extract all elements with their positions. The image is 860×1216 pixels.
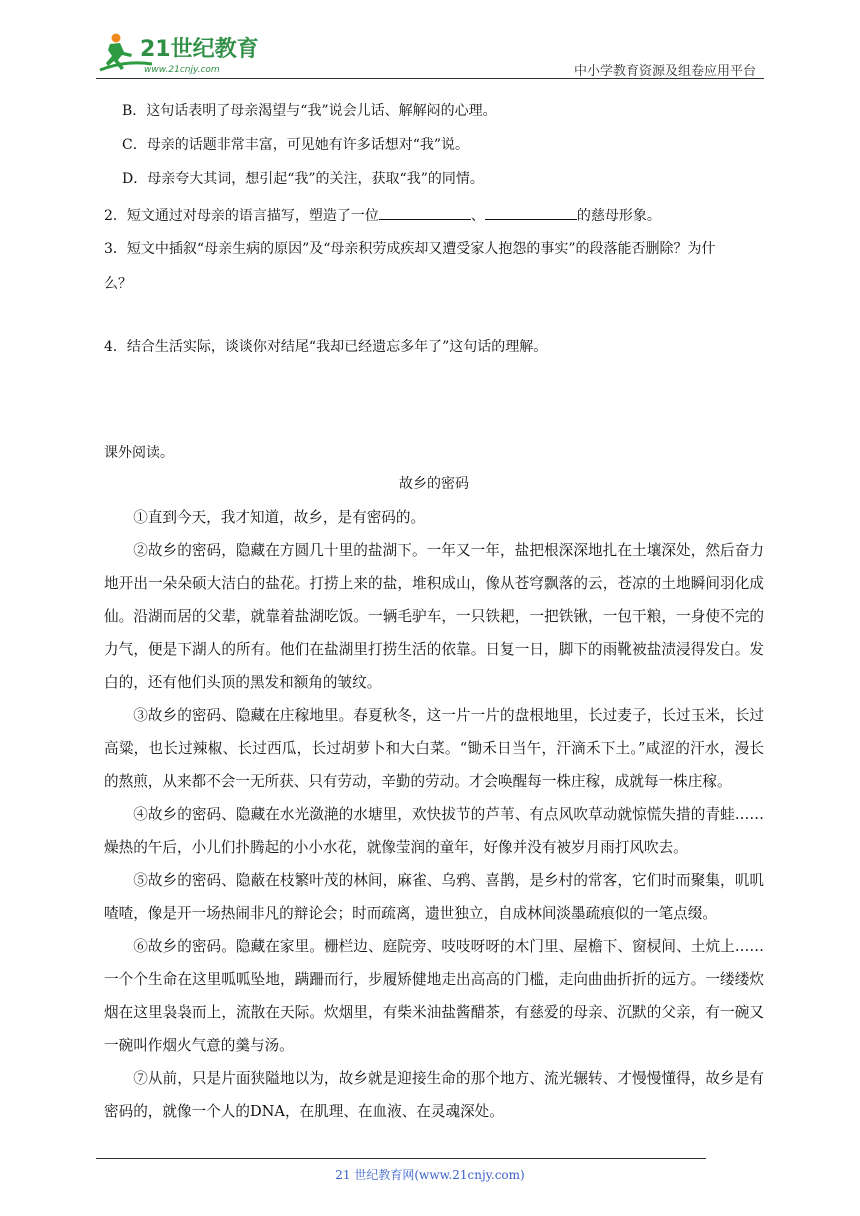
header-divider bbox=[96, 78, 764, 79]
option-b: B．这句话表明了母亲渴望与“我”说会儿话、解解闷的心理。 bbox=[122, 103, 497, 119]
answer-blank-1[interactable] bbox=[379, 204, 471, 220]
question-3-line-2: 么？ bbox=[104, 276, 132, 292]
section-label: 课外阅读。 bbox=[104, 445, 174, 461]
passage-body bbox=[104, 501, 764, 1128]
footer-link[interactable]: 21 世纪教育网(www.21cnjy.com) bbox=[335, 1168, 525, 1182]
passage-paragraph-5: ⑤故乡的密码、隐蔽在枝繁叶茂的林间，麻雀、乌鸦、喜鹊，是乡村的常客，它们时而聚集，叽叽喳喳，像是开一场热闹非凡的辩论会；时而疏离，遗世独立，自成林间淡墨疏痕似的一笔点缀。 bbox=[104, 872, 764, 922]
reading-passage bbox=[104, 474, 764, 1128]
option-d: D．母亲夸大其词，想引起“我”的关注，获取“我”的同情。 bbox=[122, 171, 484, 187]
question-2-text: 2．短文通过对母亲的语言描写，塑造了一位 bbox=[104, 208, 379, 224]
passage-title: 故乡的密码 bbox=[399, 476, 469, 492]
page-content bbox=[104, 102, 764, 1128]
question-4: 4．结合生活实际，谈谈你对结尾“我却已经遗忘多年了”这句话的理解。 bbox=[104, 339, 548, 355]
question-2-tail: 的慈母形象。 bbox=[576, 208, 661, 224]
question-2-separator: 、 bbox=[470, 208, 485, 224]
logo bbox=[96, 30, 266, 78]
footer-divider bbox=[96, 1158, 706, 1159]
passage-paragraph-2: ②故乡的密码，隐藏在方圆几十里的盐湖下。一年又一年，盐把根深深地扎在土壤深处，然后奋力地开出一朵朵硕大洁白的盐花。打捞上来的盐，堆积成山，像从苍穹飘落的云，苍凉的土地瞬间羽化成仙。沿湖而居的父辈，就靠着盐湖吃饭。一辆毛驴车，一只铁耙，一把铁锹，一包干粮，一身使不完的力气，便是下湖人的所有。他们在盐湖里打捞生活的依靠。日复一日，脚下的雨靴被盐渍浸得发白。发白的，还有他们头顶的黑发和额角的皱纹。 bbox=[104, 542, 764, 691]
passage-paragraph-3: ③故乡的密码、隐藏在庄稼地里。春夏秋冬，这一片一片的盘根地里，长过麦子，长过玉米，长过高粱，也长过辣椒、长过西瓜，长过胡萝卜和大白菜。“锄禾日当午，汗滴禾下土。”咸涩的汗水，漫长的熬煎，从来都不会一无所获、只有劳动，辛勤的劳动。才会唤醒每一株庄稼，成就每一株庄稼。 bbox=[104, 707, 764, 790]
passage-paragraph-6: ⑥故乡的密码。隐藏在家里。栅栏边、庭院旁、吱吱呀呀的木门里、屋檐下、窗棂间、土炕上……一个个生命在这里呱呱坠地，蹒跚而行，步履矫健地走出高高的门槛，走向曲曲折折的远方。一缕缕炊烟在这里袅袅而上，流散在天际。炊烟里，有柴米油盐酱醋茶，有慈爱的母亲、沉默的父亲，有一碗又一碗叫作烟火气意的羹与汤。 bbox=[104, 938, 764, 1054]
passage-paragraph-7: ⑦从前，只是片面狭隘地以为，故乡就是迎接生命的那个地方、流光辗转、才慢慢懂得，故乡是有密码的，就像一个人的DNA，在肌理、在血液、在灵魂深处。 bbox=[104, 1070, 764, 1120]
question-3-line-1: 3．短文中插叙“母亲生病的原因”及“母亲积劳成疾却又遭受家人抱怨的事实”的段落能否删除？为什 bbox=[104, 241, 716, 257]
question-2 bbox=[104, 204, 764, 225]
platform-name: 中小学教育资源及组卷应用平台 bbox=[573, 64, 756, 79]
logo-text: 21世纪教育 bbox=[140, 37, 259, 62]
logo-url: www.21cnjy.com bbox=[144, 65, 220, 75]
answer-blank-2[interactable] bbox=[485, 204, 577, 220]
passage-paragraph-4: ④故乡的密码、隐藏在水光潋滟的水塘里，欢快拔节的芦苇、有点风吹草动就惊慌失措的青蛙……燥热的午后，小儿们扑腾起的小小水花，就像莹润的童年，好像并没有被岁月雨打风吹去。 bbox=[104, 806, 764, 856]
option-c: C．母亲的话题非常丰富，可见她有许多话想对“我”说。 bbox=[122, 137, 470, 153]
passage-paragraph-1: ①直到今天，我才知道，故乡，是有密码的。 bbox=[133, 509, 426, 526]
page-header bbox=[0, 0, 860, 80]
